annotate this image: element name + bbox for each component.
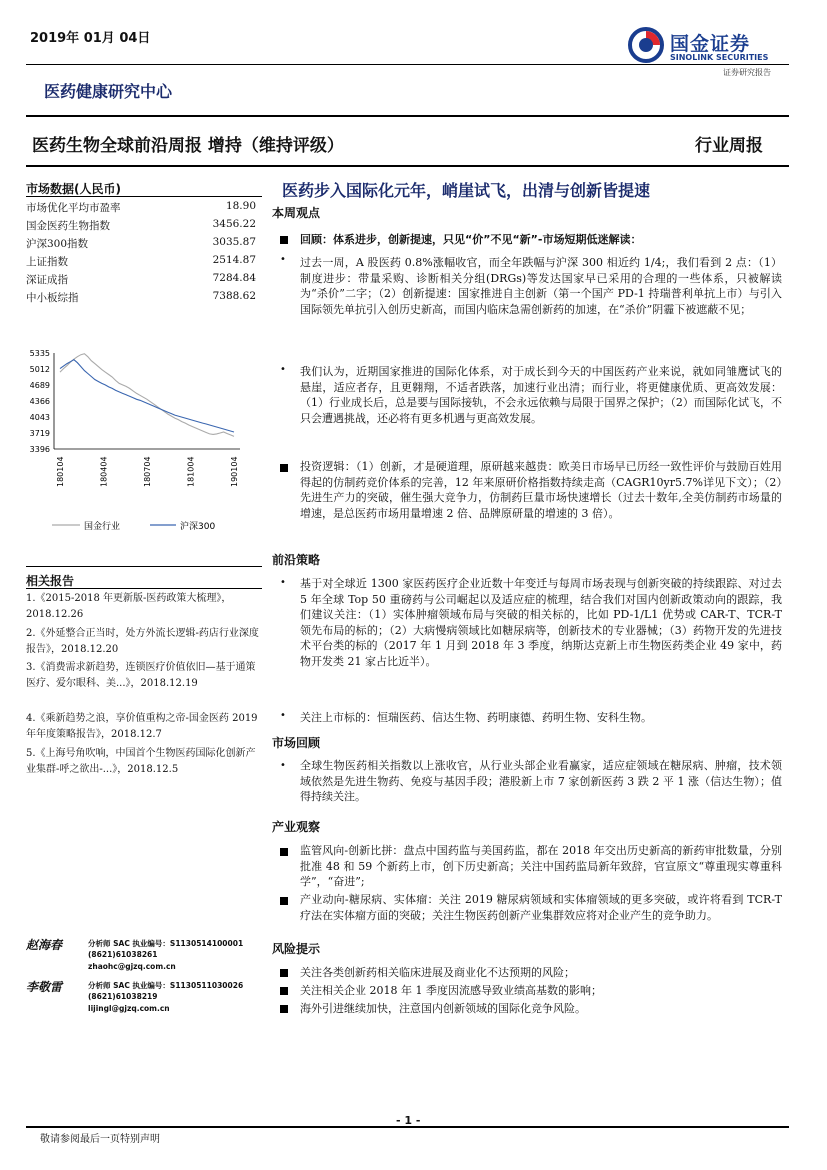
section-heading: 风险提示 xyxy=(272,942,321,956)
title-divider-bottom xyxy=(26,165,789,167)
bullet-dot-icon: • xyxy=(280,710,286,721)
paragraph: 关注上市标的：恒瑞医药、信达生物、药明康德、药明生物、安科生物。 xyxy=(300,711,652,724)
y-tick-label: 5335 xyxy=(29,349,50,358)
related-divider-top xyxy=(26,566,262,567)
report-title: 医药生物全球前沿周报 增持（维持评级） xyxy=(32,136,344,156)
risk-item: 关注各类创新药相关临床进展及商业化不达预期的风险； xyxy=(300,966,575,979)
headline: 医药步入国际化元年，峭崖试飞，出清与创新皆提速 xyxy=(282,181,651,200)
company-name-cn: 国金证券 xyxy=(670,33,751,55)
risk-item: 关注相关企业 2018 年 1 季度因流感导致业绩高基数的影响； xyxy=(300,984,602,997)
market-row: 市场优化平均市盈率 18.90 xyxy=(26,200,256,214)
y-tick-label: 4689 xyxy=(29,380,50,390)
paragraph: 产业动向-糖尿病、实体瘤：关注 2019 糖尿病领域和实体瘤领域的更多突破，或许将看到 TCR-T 疗法在实体瘤方面的突破；关注生物医药创新产业集群效应将对企业产生的竞争助力。 xyxy=(300,893,782,922)
analyst-sac: 分析师 SAC 执业编号：S1130514100001 xyxy=(88,939,244,948)
y-tick-label: 5012 xyxy=(29,364,50,374)
x-tick-label: 190104 xyxy=(230,456,239,487)
bullet-dot-icon: • xyxy=(280,364,286,375)
paragraph: 全球生物医药相关指数以上涨收官，从行业头部企业看赢家，适应症领域在糖尿病、肿瘤，技术领域依然是先进生物药、免疫与基因手段；港股新上市 7 家创新医药 3 跌 2 平 1 涨（信达生物）；值得持续关注。 xyxy=(300,759,782,803)
research-center: 医药健康研究中心 xyxy=(44,82,173,101)
title-divider-top xyxy=(26,115,789,117)
analyst-name: 赵海春 xyxy=(26,938,63,952)
legend-label: 沪深300 xyxy=(180,522,216,532)
related-report-item[interactable]: 5.《上海号角吹响，中国首个生物医药国际化创新产业集群-呼之欲出-...》，2018.12.5 xyxy=(26,748,256,775)
related-reports-heading: 相关报告 xyxy=(26,574,75,588)
paragraph: 回顾：体系进步，创新提速，只见“价”不见“新”-市场短期低迷解读： xyxy=(300,233,642,246)
section-heading: 本周观点 xyxy=(272,206,321,220)
risk-item: 海外引进继续加快，注意国内创新领域的国际化竞争风险。 xyxy=(300,1002,586,1015)
footer-divider xyxy=(26,1126,789,1128)
report-tag: 证券研究报告 xyxy=(723,68,771,77)
company-logo xyxy=(628,27,798,67)
bullet-square-icon xyxy=(280,848,290,859)
bullet-dot-icon: • xyxy=(280,577,286,588)
x-tick-label: 181004 xyxy=(186,456,196,487)
legend-label: 国金行业 xyxy=(84,522,121,532)
bullet-square-icon xyxy=(280,987,290,998)
paragraph: 过去一周，A 股医药 0.8%涨幅收官，而全年跌幅与沪深 300 相近约 1/4;，我们看到 2 点：（1）制度进步：带量采购、诊断相关分组(DRGs)等发达国家早已采用的合理的一些体系，只被解读为“杀价”二字；（2）创新提速：国家推进自主创新（第一个国产 PD-1 持瑞普利单抗上市）与引入国际领先单抗引入创历史新高，而国内临床急需创新药的加速，在“杀价”阴霾下被遮蔽不见； xyxy=(300,256,782,316)
doc-type: 行业周报 xyxy=(695,136,763,156)
paragraph: 我们认为，近期国家推进的国际化体系，对于成长到今天的中国医药产业来说，就如同雏鹰试飞的悬崖，适应者存，且更翱翔，不适者跌落，加速行业出清；而行业，将更健康优质、更高效发展：（1）行业成长后，总是要与国际接轨，不会永远依赖与局限于国界之保护；（2）而国际化试飞，不只会遭遇挑战，还必将有更多机遇与更高效发展。 xyxy=(300,365,782,425)
paragraph: 基于对全球近 1300 家医药医疗企业近数十年变迁与每周市场表现与创新突破的持续跟踪、对过去 5 年全球 Top 50 重磅药与公司崛起以及适应症的梳理，结合我们对国内创新政策动向的跟踪，我们建议关注：（1）实体肿瘤领域布局与突破的相关标的，比如 PD-1/L1 优势或 CAR-T、TCR-T 领先布局的标的；（2）大病慢病领域比如糖尿病等，创新技术的专业器械；（3）药物开发的先进技术平台类的标的（2017 年 1 月到 2018 年 3 季度，纳斯达克新上市生物医药类企业 49 家中，药物开发类 21 家占比近半）。 xyxy=(300,577,782,668)
analyst-phone: (8621)61038219 xyxy=(88,992,158,1001)
market-row: 上证指数 2514.87 xyxy=(26,254,256,268)
report-date: 2019年 01月 04日 xyxy=(30,31,151,46)
market-data-heading: 市场数据(人民币) xyxy=(26,182,121,196)
y-tick-label: 3719 xyxy=(29,429,50,439)
analyst-email[interactable]: zhaohc@gjzq.com.cn xyxy=(88,962,176,971)
bullet-square-icon xyxy=(280,1005,290,1016)
y-tick-label: 4366 xyxy=(29,396,50,406)
analyst-sac: 分析师 SAC 执业编号：S1130511030026 xyxy=(88,981,244,990)
related-report-item[interactable]: 4.《乘新趋势之浪，享价值重构之帝-国金医药 2019年年度策略报告》，2018.12.7 xyxy=(26,713,258,740)
x-tick-label: 180104 xyxy=(56,456,65,487)
related-divider xyxy=(26,588,262,589)
bullet-dot-icon: • xyxy=(280,760,286,771)
related-report-item[interactable]: 2.《外延整合正当时，处方外流长逻辑-药店行业深度报告》，2018.12.20 xyxy=(26,628,259,655)
bullet-square-icon xyxy=(280,464,290,475)
y-tick-label: 4043 xyxy=(29,412,50,422)
paragraph: 投资逻辑：（1）创新，才是硬道理，原研越来越贵：欧美日市场早已历经一致性评价与鼓励百姓用得起的仿制药竞价体系的完善，12 年来原研价格指数持续走高（CAGR10yr5.7%详见下文）；（2）先进生产力的突破，催生强大竞争力，仿制药巨量市场快速增长（过去十数年,全美仿制药市场量的增速，是总医药市场用量增速 2 倍、品牌原研量的增速的 3 倍）。 xyxy=(300,460,782,520)
bullet-square-icon xyxy=(280,897,290,908)
section-heading: 市场回顾 xyxy=(272,736,321,750)
analyst-block xyxy=(26,976,271,1026)
related-report-item[interactable]: 3.《消费需求新趋势，连锁医疗价值依旧—基于通策医疗、爱尔眼科、美...》，2018.12.19 xyxy=(26,662,256,689)
logo-mark-icon xyxy=(628,27,664,63)
y-tick-label: 3396 xyxy=(29,445,50,454)
bullet-square-icon xyxy=(280,236,290,247)
paragraph: 监管风向-创新比拼：盘点中国药监与美国药监，都在 2018 年交出历史新高的新药审批数量，分别批准 48 和 59 个新药上市，创下历史新高；关注中国药监局新年致辞，官宣原文“尊重现实尊重科学”，“奋进”; xyxy=(300,844,782,888)
analyst-phone: (8621)61038261 xyxy=(88,950,158,959)
index-line-chart xyxy=(22,345,247,555)
bullet-square-icon xyxy=(280,969,290,980)
company-name-en: SINOLINK SECURITIES xyxy=(670,53,769,62)
analyst-email[interactable]: lijingl@gjzq.com.cn xyxy=(88,1004,170,1013)
x-tick-label: 180404 xyxy=(99,456,109,487)
market-row: 国金医药生物指数 3456.22 xyxy=(26,218,256,232)
analyst-name: 李敬雷 xyxy=(26,980,63,994)
related-report-item[interactable]: 1.《2015-2018 年更新版-医药政策大梳理》，2018.12.26 xyxy=(26,593,232,620)
header-divider xyxy=(26,64,789,65)
bullet-dot-icon: • xyxy=(280,254,286,265)
market-row: 中小板综指 7388.62 xyxy=(26,290,256,304)
section-heading: 前沿策略 xyxy=(272,553,321,567)
market-divider xyxy=(26,196,262,197)
market-row: 深证成指 7284.84 xyxy=(26,272,256,286)
series-line xyxy=(60,360,234,432)
section-heading: 产业观察 xyxy=(272,820,321,834)
footer-disclaimer: 敬请参阅最后一页特别声明 xyxy=(40,1134,160,1145)
x-tick-label: 180704 xyxy=(143,456,152,487)
market-row: 沪深300指数 3035.87 xyxy=(26,236,256,250)
page-number: - 1 - xyxy=(396,1114,421,1127)
